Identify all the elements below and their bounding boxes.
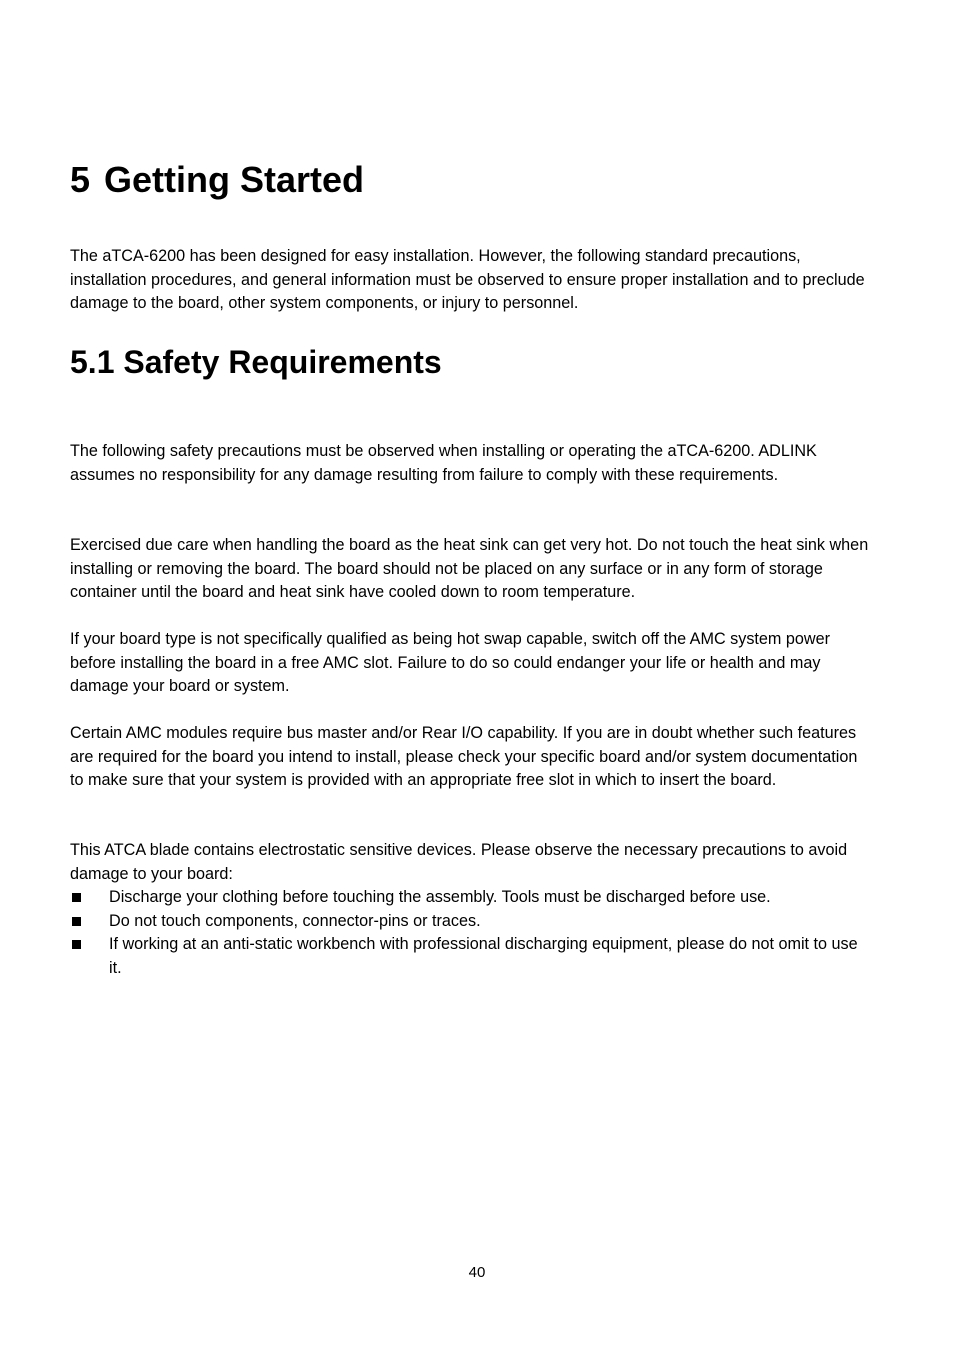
- list-item-text: If working at an anti-static workbench with professional discharging equipment, please do not omit to use it.: [109, 935, 858, 977]
- chapter-title-text: Getting Started: [104, 159, 365, 200]
- intro-paragraph: The aTCA-6200 has been designed for easy installation. However, the following standard precautions, installation procedures, and general information must be observed to ensure proper installation and to preclude damage to the board, other system components, or injury to personnel.: [70, 247, 865, 312]
- safety-paragraph-esd: This ATCA blade contains electrostatic sensitive devices. Please observe the necessary precautions to avoid damage to your board:: [70, 841, 848, 883]
- square-bullet-icon: [72, 893, 81, 902]
- safety-paragraph-bus-master: Certain AMC modules require bus master and/or Rear I/O capability. If you are in doubt whether such features are required for the board you intend to install, please check your specific board and/or system documentation to make sure that your system is provided with an appropriate free slot in which to insert the board.: [70, 724, 858, 789]
- list-item: [70, 910, 870, 934]
- list-item: [70, 886, 870, 910]
- safety-paragraph-heat-sink: Exercised due care when handling the board as the heat sink can get very hot. Do not touch the heat sink when installing or removing the board. The board should not be placed on any surface or in any form of storage container until the board and heat sink have cooled down to room temperature.: [70, 536, 869, 601]
- list-item-text: Discharge your clothing before touching the assembly. Tools must be discharged before use.: [109, 888, 771, 906]
- safety-paragraph-responsibility: The following safety precautions must be observed when installing or operating the aTCA-6200. ADLINK assumes no responsibility for any damage resulting from failure to comply with these requirements.: [70, 442, 817, 484]
- square-bullet-icon: [72, 917, 81, 926]
- chapter-number: 5: [70, 159, 91, 200]
- page-number: 40: [468, 1264, 486, 1281]
- square-bullet-icon: [72, 940, 81, 949]
- chapter-title: [70, 158, 364, 202]
- list-item-text: Do not touch components, connector-pins or traces.: [109, 911, 481, 930]
- list-item: [70, 933, 870, 980]
- esd-precautions-list: [70, 886, 870, 980]
- safety-paragraph-hot-swap: If your board type is not specifically qualified as being hot swap capable, switch off the AMC system power before installing the board in a free AMC slot. Failure to do so could endanger your life or health and may damage your board or system.: [70, 630, 831, 695]
- section-title: 5.1 Safety Requirements: [70, 344, 442, 380]
